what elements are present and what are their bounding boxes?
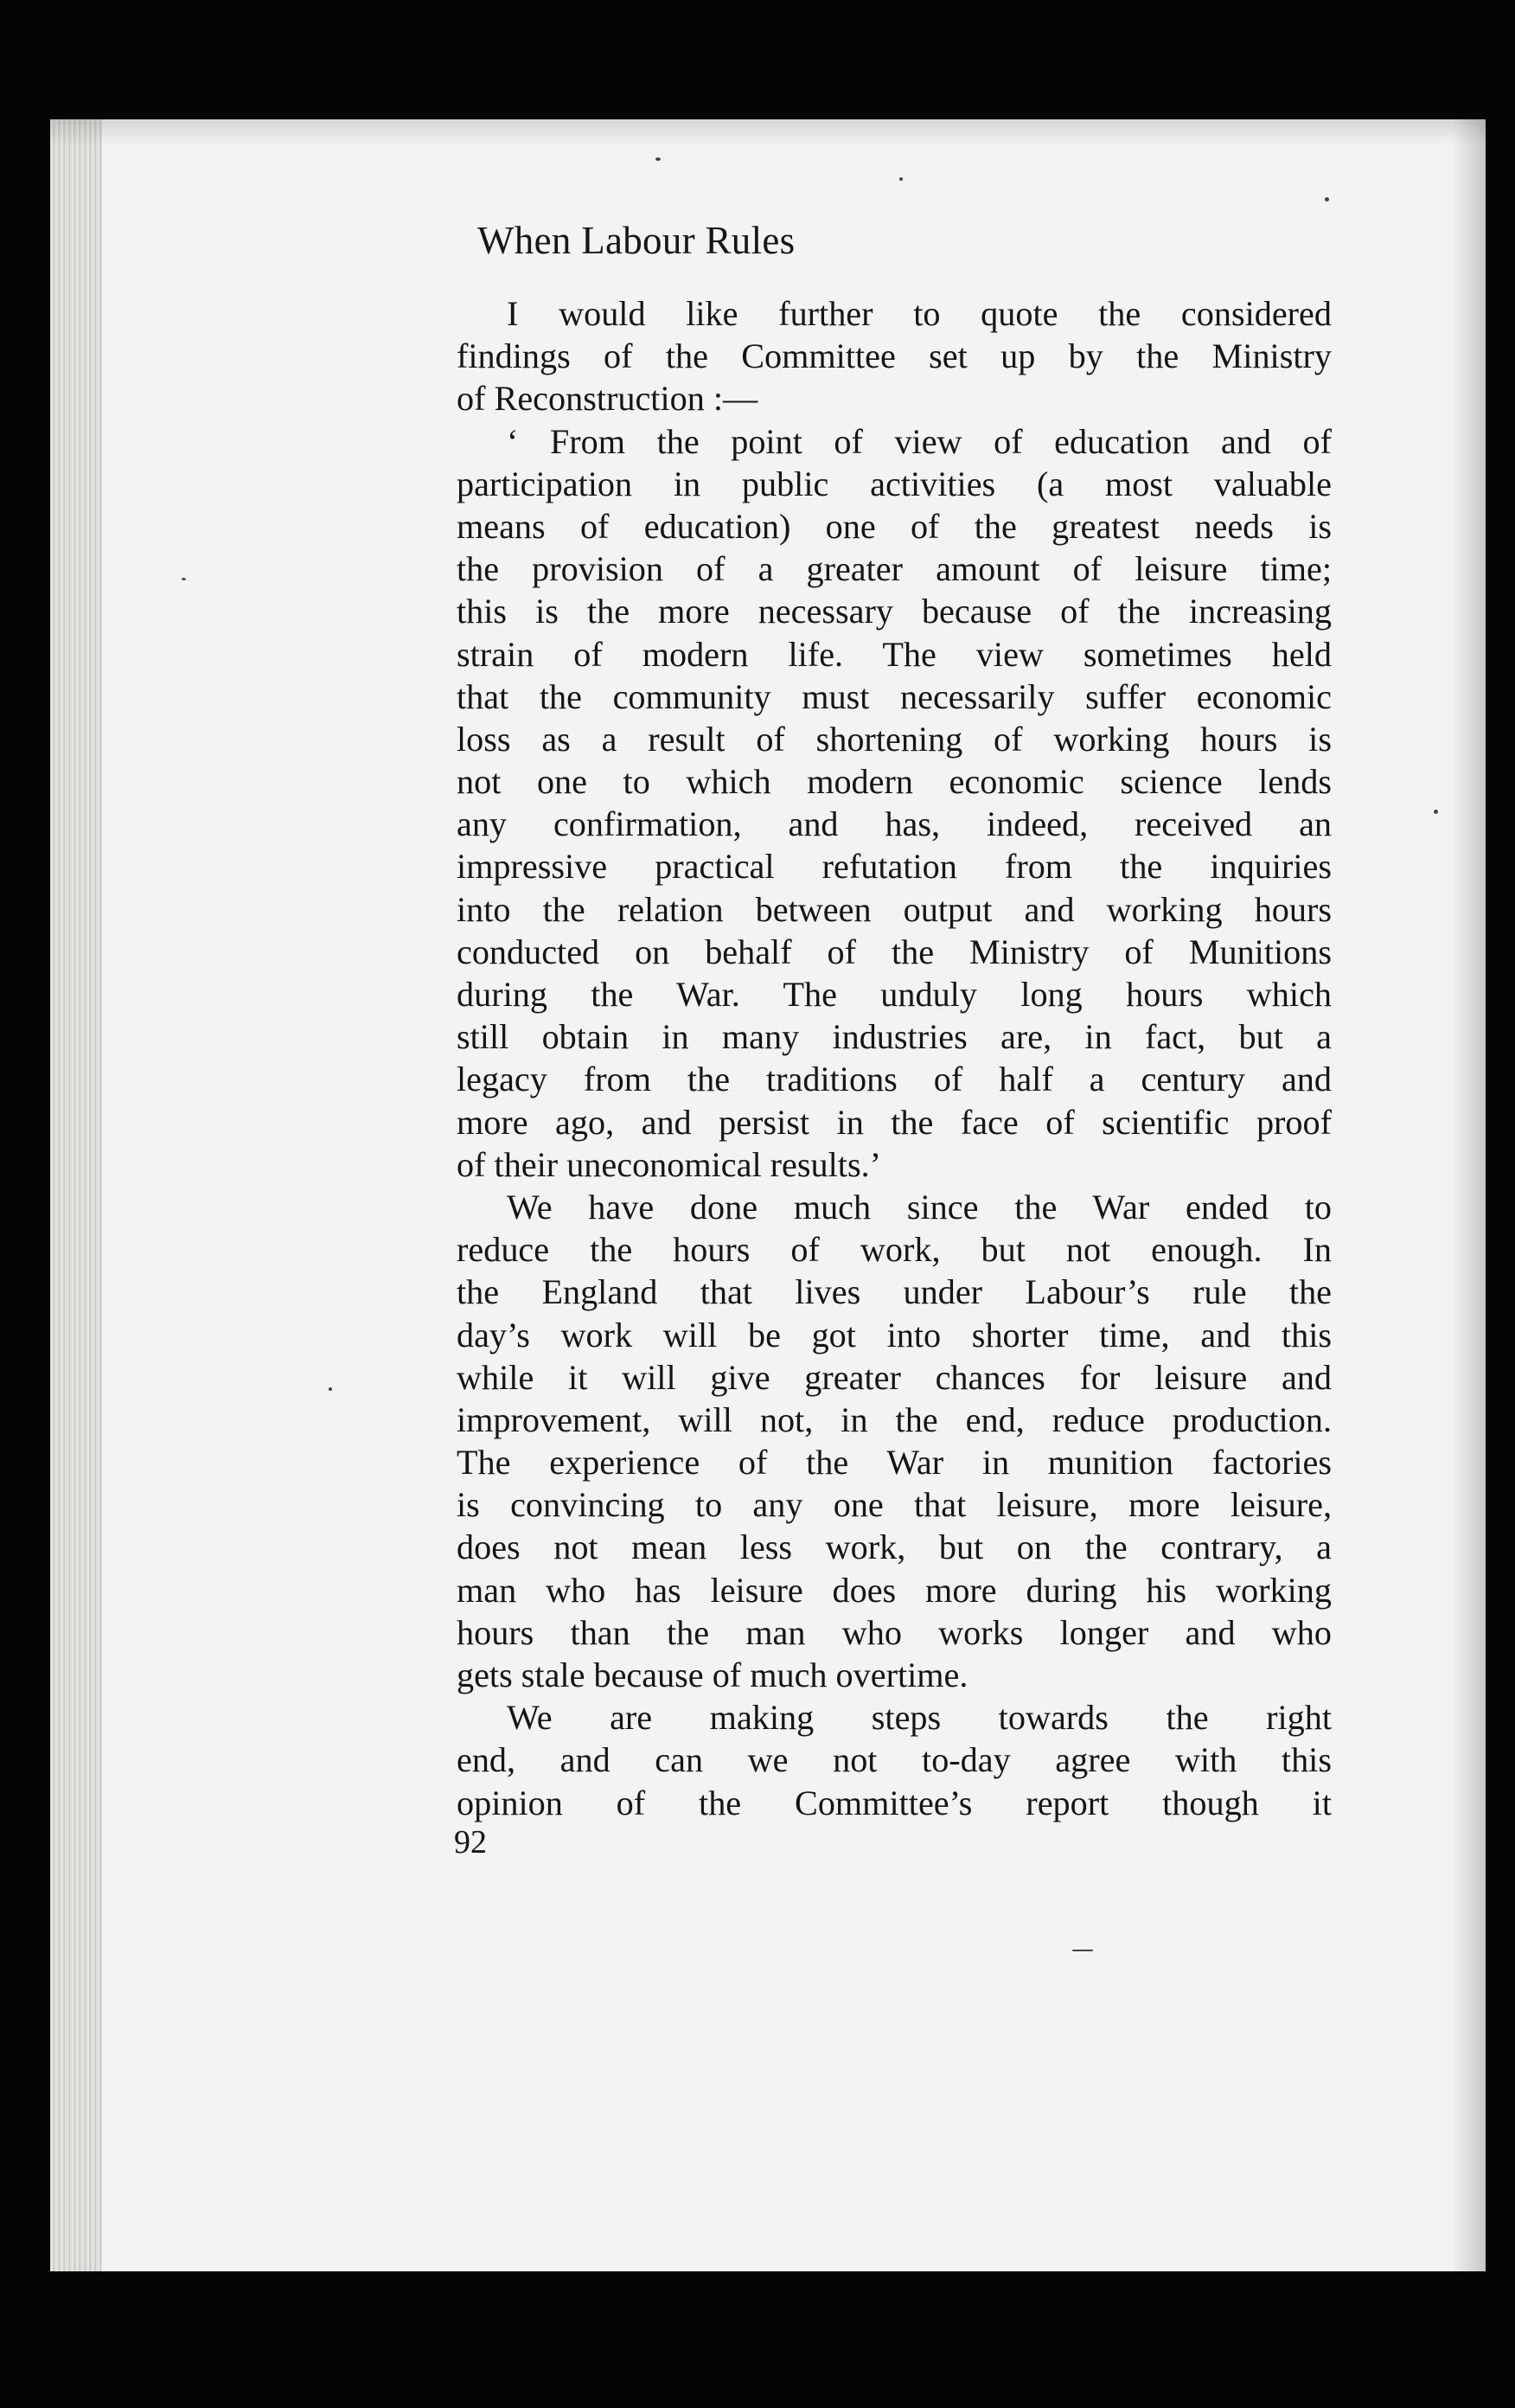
text-line: We are making steps towards the right [507, 1698, 1332, 1738]
scan-speck [1434, 810, 1438, 814]
text-line: legacy from the traditions of half a century and [457, 1060, 1332, 1099]
page-gutter-shadow [1451, 119, 1486, 2271]
text-line: participation in public activities (a most valuable [457, 464, 1332, 503]
text-line: into the relation between output and working hours [457, 889, 1332, 929]
scan-speck [329, 1387, 332, 1391]
text-line: end, and can we not to-day agree with this [457, 1740, 1332, 1780]
scan-speck [899, 177, 903, 181]
text-line: during the War. The unduly long hours which [457, 975, 1332, 1014]
text-line: day’s work will be got into shorter time, and this [457, 1315, 1332, 1354]
text-line: means of education) one of the greatest needs is [457, 506, 1332, 546]
text-line: loss as a result of shortening of working hours is [457, 719, 1332, 759]
scan-speck [1325, 197, 1329, 202]
page-fore-edge [50, 119, 102, 2271]
text-line: this is the more necessary because of the increasing [457, 592, 1332, 631]
text-line: is convincing to any one that leisure, more leisure, [457, 1485, 1332, 1525]
text-line: impressive practical refutation from the inquiries [457, 847, 1332, 887]
text-line: findings of the Committee set up by the Ministry [457, 336, 1332, 376]
page-number: 92 [454, 1824, 487, 1860]
text-line: not one to which modern economic science lends [457, 762, 1332, 802]
text-line: the England that lives under Labour’s rule the [457, 1272, 1332, 1312]
text-line: conducted on behalf of the Ministry of Munitions [457, 932, 1332, 971]
running-head: When Labour Rules [477, 219, 796, 262]
text-line: man who has leisure does more during his working [457, 1570, 1332, 1610]
text-line: while it will give greater chances for leisure and [457, 1357, 1332, 1397]
text-line: reduce the hours of work, but not enough. In [457, 1230, 1332, 1270]
text-line: improvement, will not, in the end, reduce production. [457, 1399, 1332, 1439]
scan-speck [1072, 1950, 1093, 1951]
text-line: does not mean less work, but on the contrary, a [457, 1527, 1332, 1567]
text-line: opinion of the Committee’s report though it [457, 1783, 1332, 1822]
text-line: of Reconstruction :— [457, 379, 758, 419]
text-line: of their uneconomical results.’ [457, 1144, 882, 1184]
text-line: The experience of the War in munition factories [457, 1443, 1332, 1483]
scan-speck [182, 578, 186, 580]
text-line: gets stale because of much overtime. [457, 1656, 968, 1694]
body-text [457, 292, 1332, 1824]
text-line: the provision of a greater amount of leisure time; [457, 549, 1332, 589]
text-line: that the community must necessarily suffer economic [457, 676, 1332, 716]
text-line: still obtain in many industries are, in fact, but a [457, 1017, 1332, 1057]
text-line: We have done much since the War ended to [507, 1187, 1332, 1226]
text-line: more ago, and persist in the face of scientific proof [457, 1102, 1332, 1142]
page-top-shadow [50, 119, 1486, 145]
scan-speck [655, 157, 661, 161]
text-line: any confirmation, and has, indeed, received an [457, 804, 1332, 844]
text-line: strain of modern life. The view sometimes held [457, 634, 1332, 674]
text-line: ‘ From the point of view of education and of [507, 421, 1332, 461]
text-line: I would like further to quote the considered [507, 294, 1332, 333]
text-line: hours than the man who works longer and who [457, 1612, 1332, 1652]
